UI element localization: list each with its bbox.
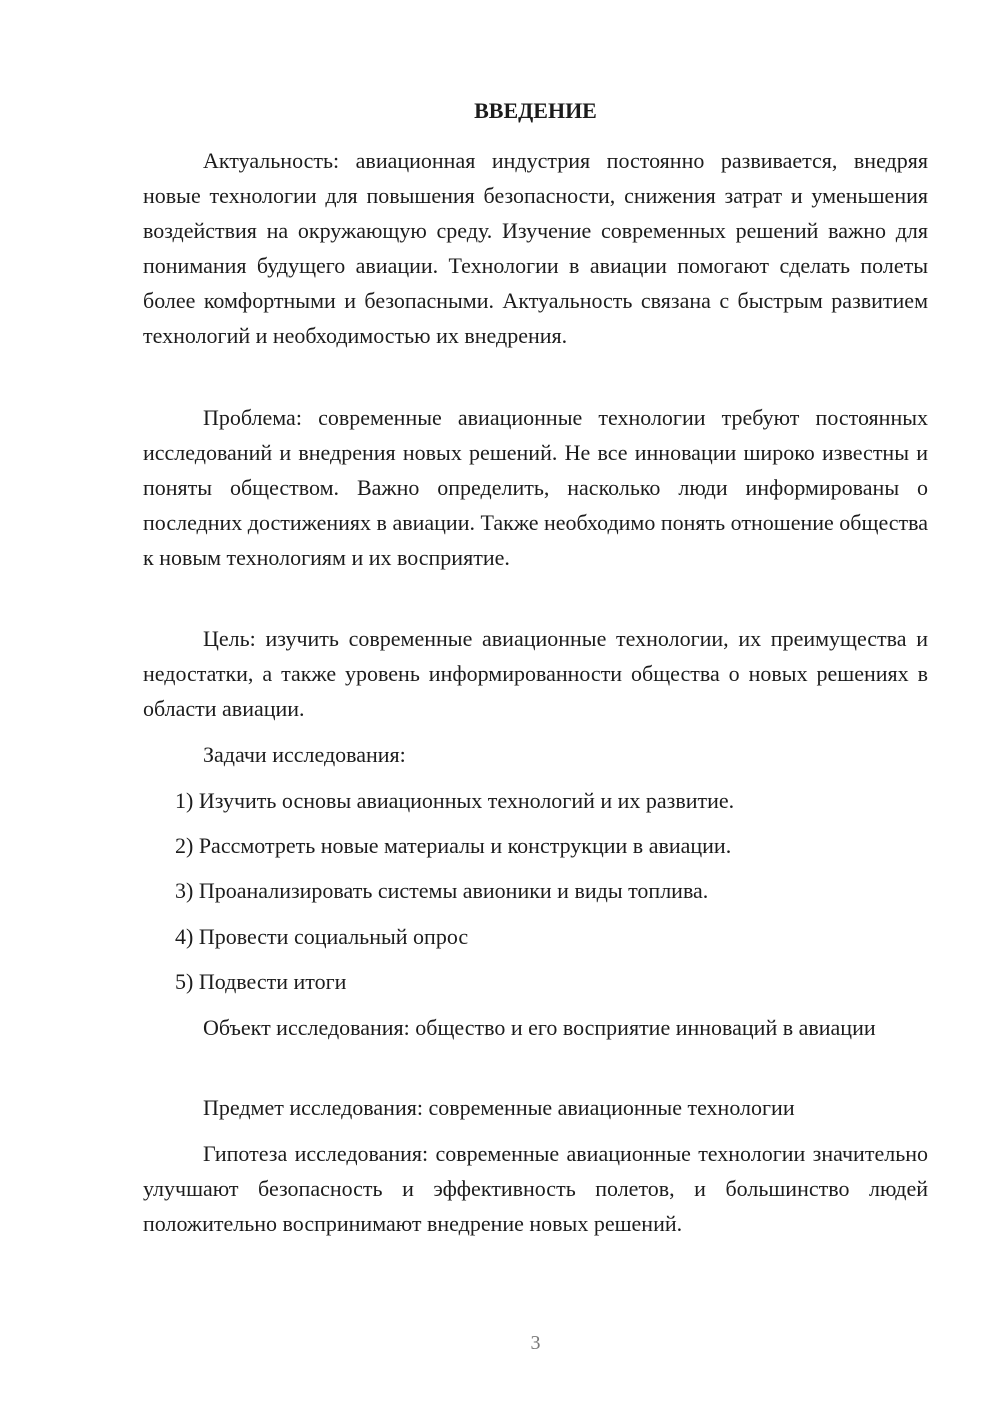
paragraph-object: Объект исследования: общество и его восприятие инноваций в авиации [203,1015,876,1040]
paragraph-relevance: Актуальность: авиационная индустрия постоянно развивается, внедряя новые технологии для повышения безопасности, снижения затрат и уменьшения воздействия на окружающую среду. Изучение современных решений важно для понимания будущего авиации. Технологии в авиации помогают сделать полеты более комфортными и безопасными. Актуальность связана с быстрым развитием технологий и необходимостью их внедрения. [143,148,928,348]
paragraph-hypothesis: Гипотеза исследования: современные авиационные технологии значительно улучшают безопасность и эффективность полетов, и большинство людей положительно воспринимают внедрение новых решений. [143,1141,928,1236]
task-item: 4) Провести социальный опрос [175,924,469,949]
page-number: 3 [530,1332,541,1354]
paragraph-subject: Предмет исследования: современные авиационные технологии [203,1095,795,1120]
task-item: 2) Рассмотреть новые материалы и конструкции в авиации. [175,833,732,858]
paragraph-goal: Цель: изучить современные авиационные технологии, их преимущества и недостатки, а также уровень информированности общества о новых решениях в области авиации. [143,626,928,721]
tasks-heading: Задачи исследования: [203,742,406,767]
paragraph-problem: Проблема: современные авиационные технологии требуют постоянных исследований и внедрения новых решений. Не все инновации широко известны и поняты обществом. Важно определить, насколько люди информированы о последних достижениях в авиации. Также необходимо понять отношение общества к новым технологиям и их восприятие. [143,405,928,570]
task-item: 5) Подвести итоги [175,969,347,994]
task-item: 1) Изучить основы авиационных технологий и их развитие. [175,788,735,813]
page-title: ВВЕДЕНИЕ [474,98,597,123]
task-item: 3) Проанализировать системы авионики и виды топлива. [175,878,709,903]
